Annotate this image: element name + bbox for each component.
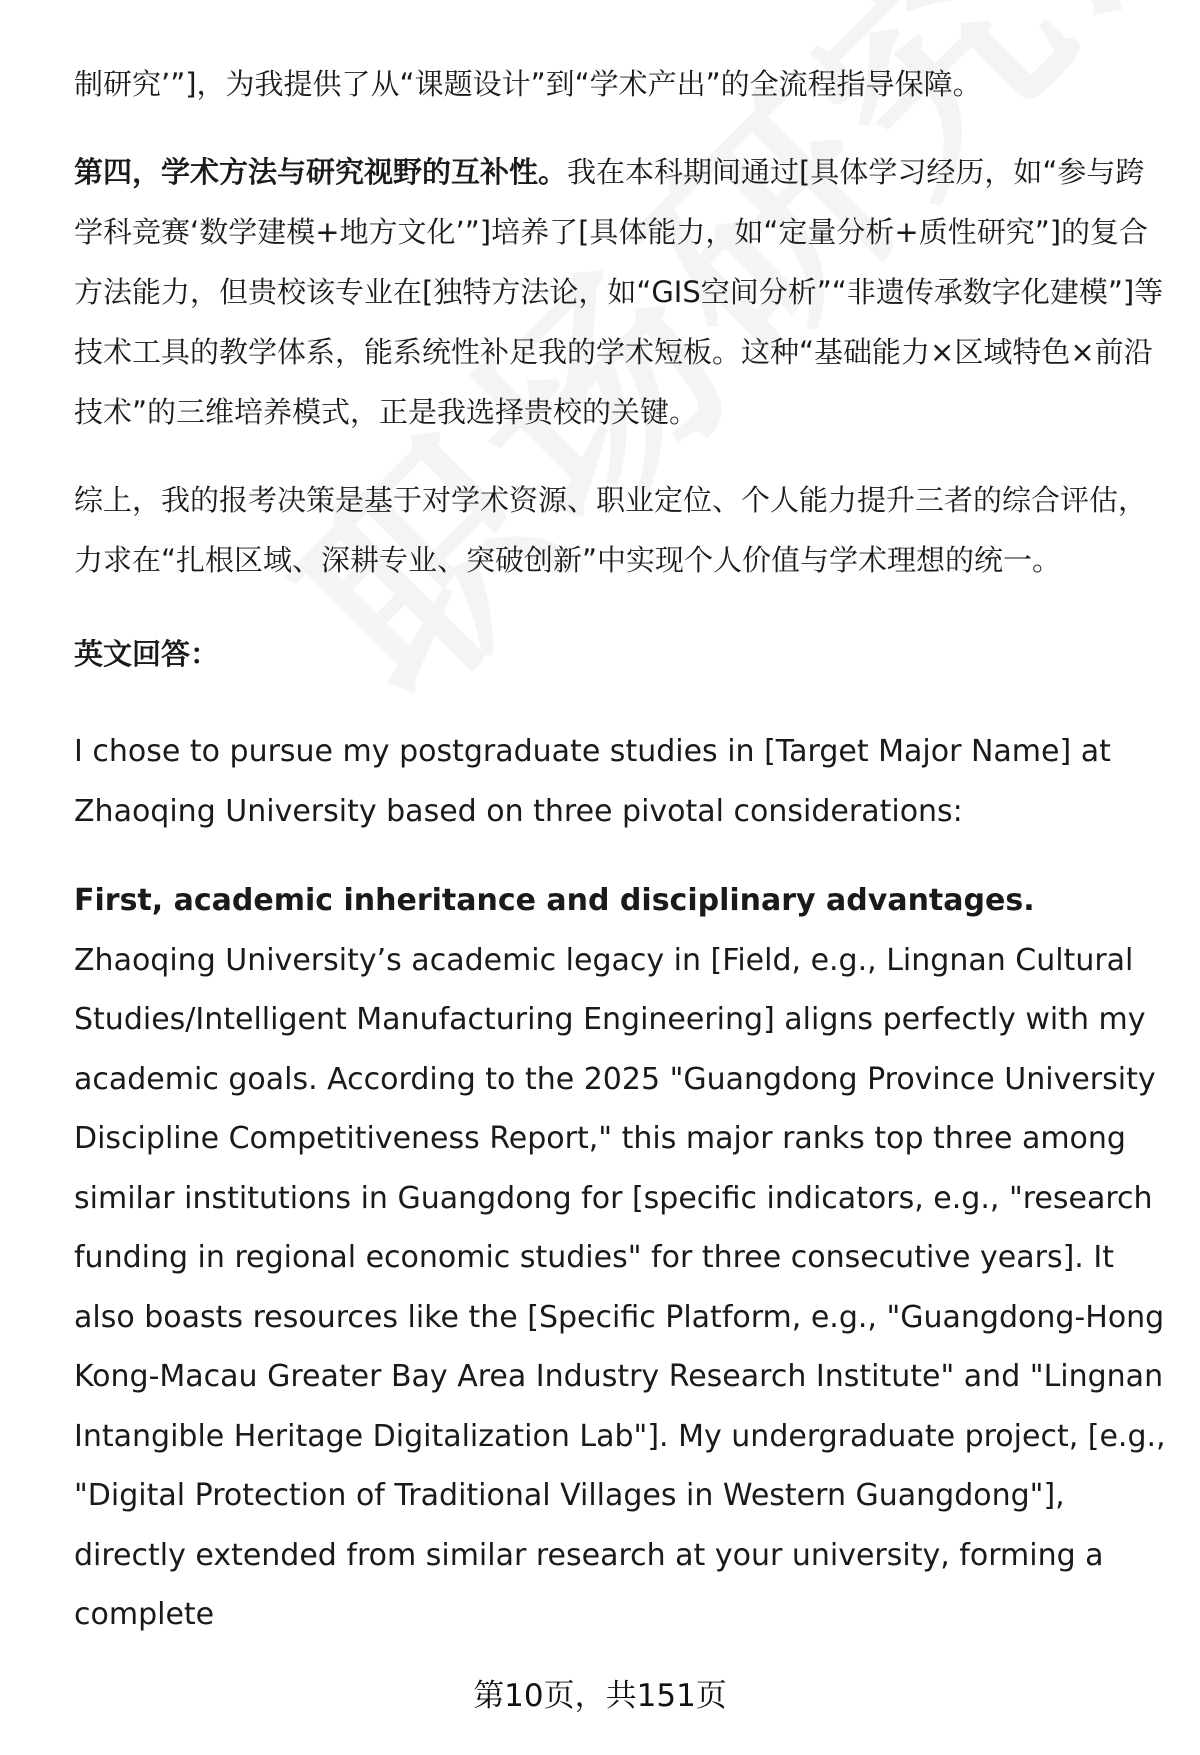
- en-paragraph-1-text: I chose to pursue my postgraduate studies in [Target Major Name] at Zhaoqing University based on three pivotal considerations:: [74, 734, 1111, 829]
- page-number-footer: 第10页，共151页: [473, 1678, 727, 1714]
- cn-paragraph-3-text: 综上，我的报考决策是基于对学术资源、职业定位、个人能力提升三者的综合评估，力求在“扎根区域、深耕专业、突破创新”中实现个人价值与学术理想的统一。: [74, 483, 1148, 577]
- en-paragraph-2-lead: First, academic inheritance and disciplinary advantages.: [74, 883, 1035, 918]
- cn-paragraph-2: [74, 142, 1166, 442]
- cn-paragraph-2-text: 我在本科期间通过[具体学习经历，如“参与跨学科竞赛‘数学建模+地方文化’”]培养了[具体能力，如“定量分析+质性研究”]的复合方法能力，但贵校该专业在[独特方法论，如“GIS空间分析”“非遗传承数字化建模”]等技术工具的教学体系，能系统性补足我的学术短板。这种“基础能力×区域特色×前沿技术”的三维培养模式，正是我选择贵校的关键。: [74, 155, 1164, 429]
- cn-paragraph-1-text: 制研究’”]，为我提供了从“课题设计”到“学术产出”的全流程指导保障。: [74, 67, 982, 101]
- cn-paragraph-3: [74, 470, 1166, 590]
- document-body: [74, 54, 1166, 1645]
- cn-paragraph-1: [74, 54, 1166, 114]
- en-paragraph-2: [74, 871, 1166, 1645]
- en-paragraph-2-text: Zhaoqing University’s academic legacy in [Field, e.g., Lingnan Cultural Studies/Intelligent Manufacturing Engineering] aligns perfectly with my academic goals. According to the 2025 "Guangdong Province University Discipline Competitiveness Report," this major ranks top three among similar institutions in Guangdong for [specific indicators, e.g., "research funding in regional economic studies" for three consecutive years]. It also boasts resources like the [Specific Platform, e.g., "Guangdong-Hong Kong-Macau Greater Bay Area Industry Research Institute" and "Lingnan Intangible Heritage Digitalization Lab"]. My undergraduate project, [e.g., "Digital Protection of Traditional Villages in Western Guangdong"], directly extended from similar research at your university, forming a complete: [74, 942, 1166, 1632]
- english-answer-heading: 英文回答：: [74, 637, 220, 671]
- cn-paragraph-2-lead: 第四，学术方法与研究视野的互补性。: [74, 155, 568, 189]
- en-paragraph-1: [74, 722, 1166, 841]
